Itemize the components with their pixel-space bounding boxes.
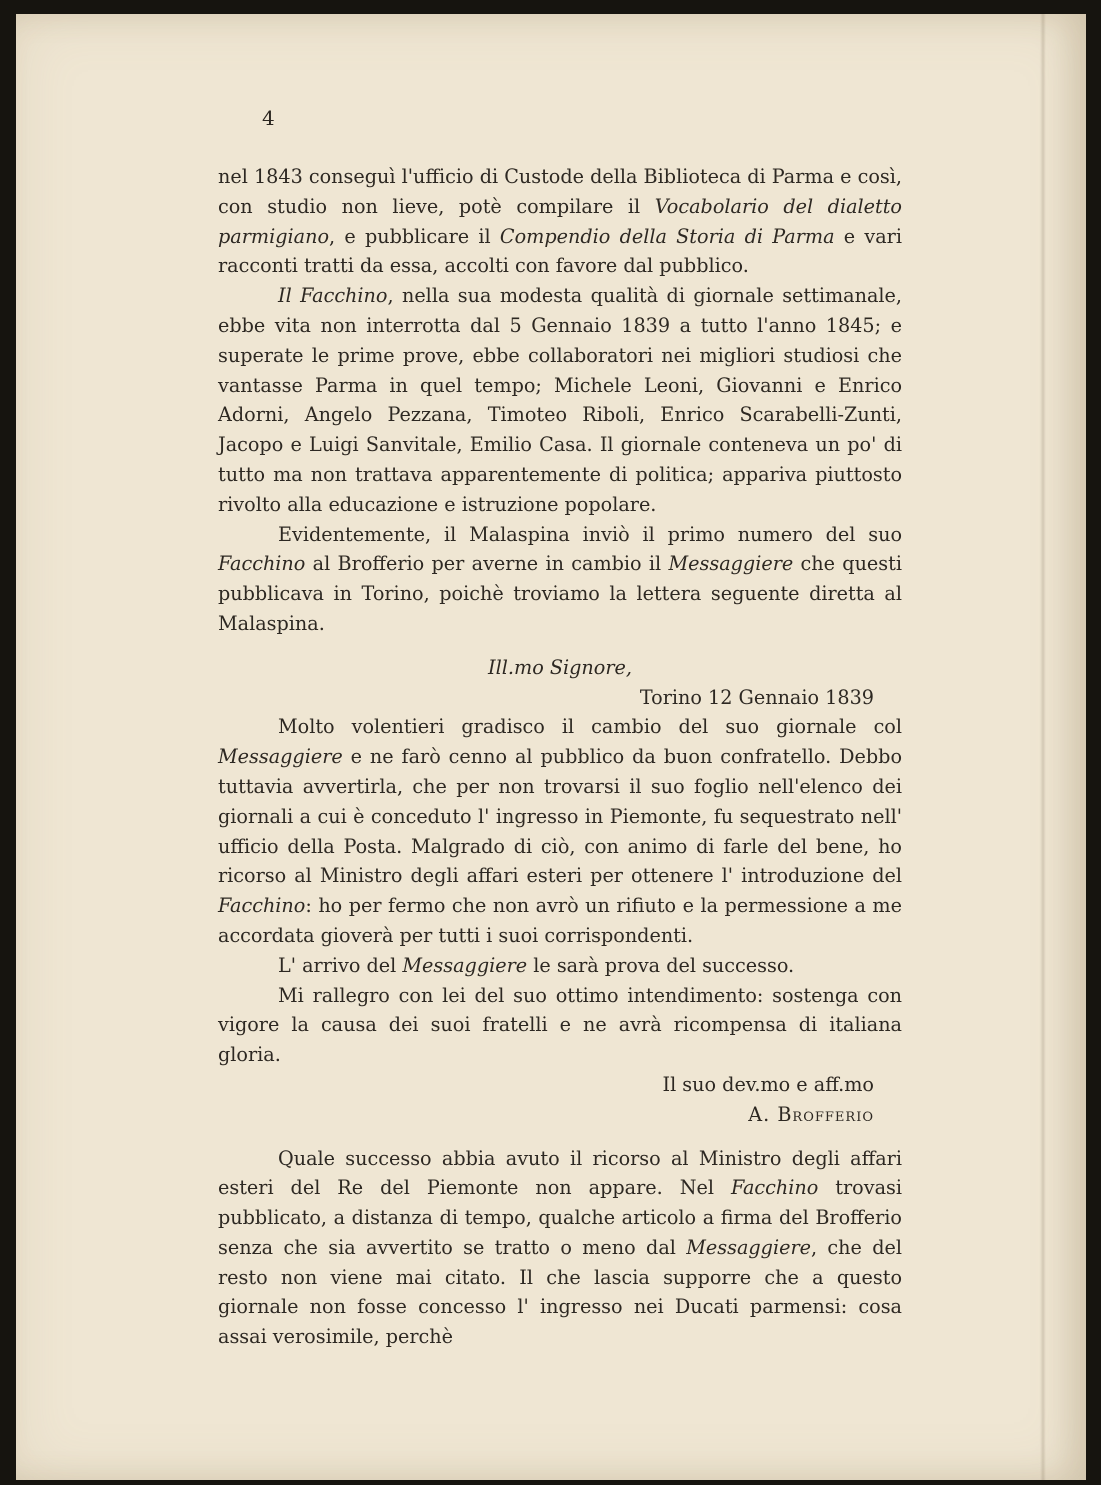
letter-salutation: Ill.mo Signore, bbox=[488, 655, 632, 679]
body-text bbox=[218, 162, 902, 1352]
paragraph: Quale successo abbia avuto il ricorso al Ministro degli affari esteri del Re del Piemonte non appare. Nel Facchino trovasi pubblicato, a distanza di tempo, qualche articolo a firma del Brofferio senza che sia avvertito se tratto o meno dal Messaggiere, che del resto non viene mai citato. Il che lascia supporre che a questo giornale non fosse concesso l' ingresso nei Ducati parmensi: cosa assai verosimile, perchè bbox=[218, 1146, 902, 1349]
letter-closing: Il suo dev.mo e aff.mo bbox=[662, 1072, 874, 1096]
italic-term: Messaggiere bbox=[402, 953, 528, 977]
italic-term: Il Facchino bbox=[278, 284, 388, 308]
paragraph: Evidentemente, il Malaspina inviò il primo numero del suo Facchino al Brofferio per averne in cambio il Messaggiere che questi pubblicava in Torino, poichè troviamo la lettera seguente diretta al Malaspina. bbox=[218, 522, 902, 635]
italic-term: Facchino bbox=[218, 552, 306, 576]
scanned-page bbox=[16, 14, 1086, 1480]
italic-term: Messaggiere bbox=[686, 1235, 811, 1259]
italic-term: Facchino bbox=[218, 894, 306, 918]
letter-paragraph: Mi rallegro con lei del suo ottimo intendimento: sostenga con vigore la causa dei suoi fratelli e ne avrà ricompensa di italiana gloria. bbox=[218, 983, 902, 1067]
page-fold-shadow bbox=[1040, 14, 1046, 1480]
paragraph: Il Facchino, nella sua modesta qualità di giornale settimanale, ebbe vita non interrotta dal 5 Gennaio 1839 a tutto l'anno 1845; e superate le prime prove, ebbe collaboratori nei migliori studiosi che vantasse Parma in quel tempo; Michele Leoni, Giovanni e Enrico Adorni, Angelo Pezzana, Timoteo Riboli, Enrico Scarabelli-Zunti, Jacopo e Luigi Sanvitale, Emilio Casa. Il giornale conteneva un po' di tutto ma non trattava apparentemente di politica; appariva piuttosto rivolto alla educazione e istruzione popolare. bbox=[218, 284, 902, 516]
italic-term: Compendio della Storia di Parma bbox=[499, 224, 835, 248]
italic-term: Messaggiere bbox=[218, 745, 343, 769]
letter-paragraph: Molto volentieri gradisco il cambio del suo giornale col Messaggiere e ne farò cenno al pubblico da buon confratello. Debbo tuttavia avvertirla, che per non trovarsi il suo foglio nell'elenco dei giornali a cui è conceduto l' ingresso in Piemonte, fu sequestrato nell' ufficio della Posta. Malgrado di ciò, con animo di farle del bene, ho ricorso al Ministro degli affari esteri per ottenere l' introduzione del Facchino: ho per fermo che non avrò un rifiuto e la permessione a me accordata gioverà per tutti i suoi corrispondenti. bbox=[218, 715, 902, 947]
letter-paragraph: L' arrivo del Messaggiere le sarà prova del successo. bbox=[278, 953, 795, 977]
italic-term: Messaggiere bbox=[668, 552, 794, 576]
page-number: 4 bbox=[262, 106, 275, 130]
letter-signature: A. Brofferio bbox=[748, 1102, 874, 1126]
italic-term: Facchino bbox=[730, 1176, 819, 1200]
paragraph: nel 1843 conseguì l'ufficio di Custode della Biblioteca di Parma e così, con studio non lieve, potè compilare il Vocabolario del dialetto parmigiano, e pubblicare il Compendio della Storia di Parma e vari racconti tratti da essa, accolti con favore dal pubblico. bbox=[218, 165, 902, 278]
letter-place-date: Torino 12 Gennaio 1839 bbox=[639, 685, 874, 709]
italic-term: Vocabolario del dialetto parmigiano bbox=[218, 194, 902, 248]
